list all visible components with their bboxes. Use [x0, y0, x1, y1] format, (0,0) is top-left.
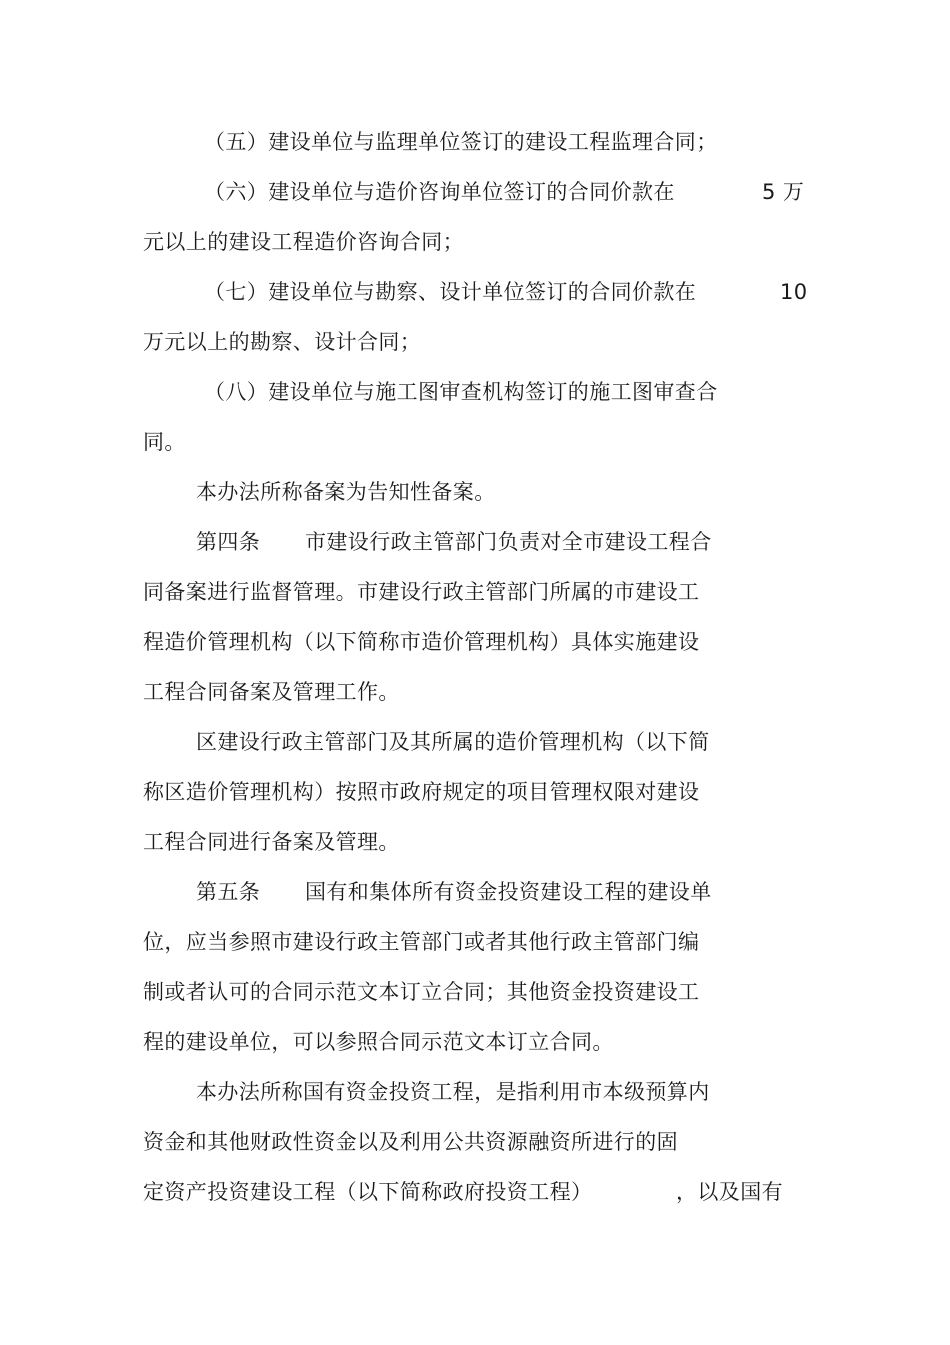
text-segment: 第五条	[196, 880, 261, 904]
text-segment: （七）建设单位与勘察、设计单位签订的合同价款在	[204, 280, 697, 304]
text-line	[0, 874, 950, 910]
text-line	[0, 424, 950, 460]
text-segment: 10	[780, 280, 808, 304]
text-segment: 市建设行政主管部门负责对全市建设工程合	[305, 530, 712, 554]
text-segment: （八）建设单位与施工图审查机构签订的施工图审查合	[204, 380, 718, 404]
text-segment: 第四条	[196, 530, 261, 554]
text-segment: 5 万	[762, 180, 805, 204]
text-segment: 万元以上的勘察、设计合同；	[143, 330, 422, 354]
text-segment: 元以上的建设工程造价咨询合同；	[143, 230, 464, 254]
text-line	[0, 1074, 950, 1110]
text-segment: （六）建设单位与造价咨询单位签订的合同价款在	[204, 180, 675, 204]
text-segment: 程的建设单位，可以参照合同示范文本订立合同。	[143, 1030, 614, 1054]
text-line	[0, 774, 950, 810]
text-segment: 工程合同备案及管理工作。	[143, 680, 400, 704]
text-segment: 同。	[143, 430, 186, 454]
text-line	[0, 574, 950, 610]
text-line	[0, 624, 950, 660]
text-line	[0, 224, 950, 260]
text-segment: 同备案进行监督管理。市建设行政主管部门所属的市建设工	[143, 580, 700, 604]
text-line	[0, 674, 950, 710]
text-line	[0, 1024, 950, 1060]
text-segment: 本办法所称国有资金投资工程，是指利用市本级预算内	[196, 1080, 710, 1104]
text-line	[0, 374, 950, 410]
text-segment: 称区造价管理机构）按照市政府规定的项目管理权限对建设	[143, 780, 700, 804]
text-line	[0, 524, 950, 560]
text-segment: 制或者认可的合同示范文本订立合同；其他资金投资建设工	[143, 980, 700, 1004]
text-line	[0, 474, 950, 510]
text-line	[0, 724, 950, 760]
text-line	[0, 324, 950, 360]
text-segment: 本办法所称备案为告知性备案。	[196, 480, 496, 504]
text-line	[0, 124, 950, 160]
text-segment: 位，应当参照市建设行政主管部门或者其他行政主管部门编	[143, 930, 700, 954]
text-segment: （五）建设单位与监理单位签订的建设工程监理合同；	[204, 130, 718, 154]
text-line	[0, 1174, 950, 1210]
text-segment: 程造价管理机构（以下简称市造价管理机构）具体实施建设	[143, 630, 700, 654]
text-segment: ，以及国有	[676, 1180, 783, 1204]
text-segment: 工程合同进行备案及管理。	[143, 830, 400, 854]
text-segment: 资金和其他财政性资金以及利用公共资源融资所进行的固	[143, 1130, 678, 1154]
text-segment: 定资产投资建设工程（以下简称政府投资工程）	[143, 1180, 593, 1204]
text-line	[0, 1124, 950, 1160]
text-line	[0, 924, 950, 960]
text-line	[0, 274, 950, 310]
text-segment: 国有和集体所有资金投资建设工程的建设单	[305, 880, 712, 904]
text-line	[0, 174, 950, 210]
text-segment: 区建设行政主管部门及其所属的造价管理机构（以下简	[196, 730, 710, 754]
text-line	[0, 824, 950, 860]
text-line	[0, 974, 950, 1010]
